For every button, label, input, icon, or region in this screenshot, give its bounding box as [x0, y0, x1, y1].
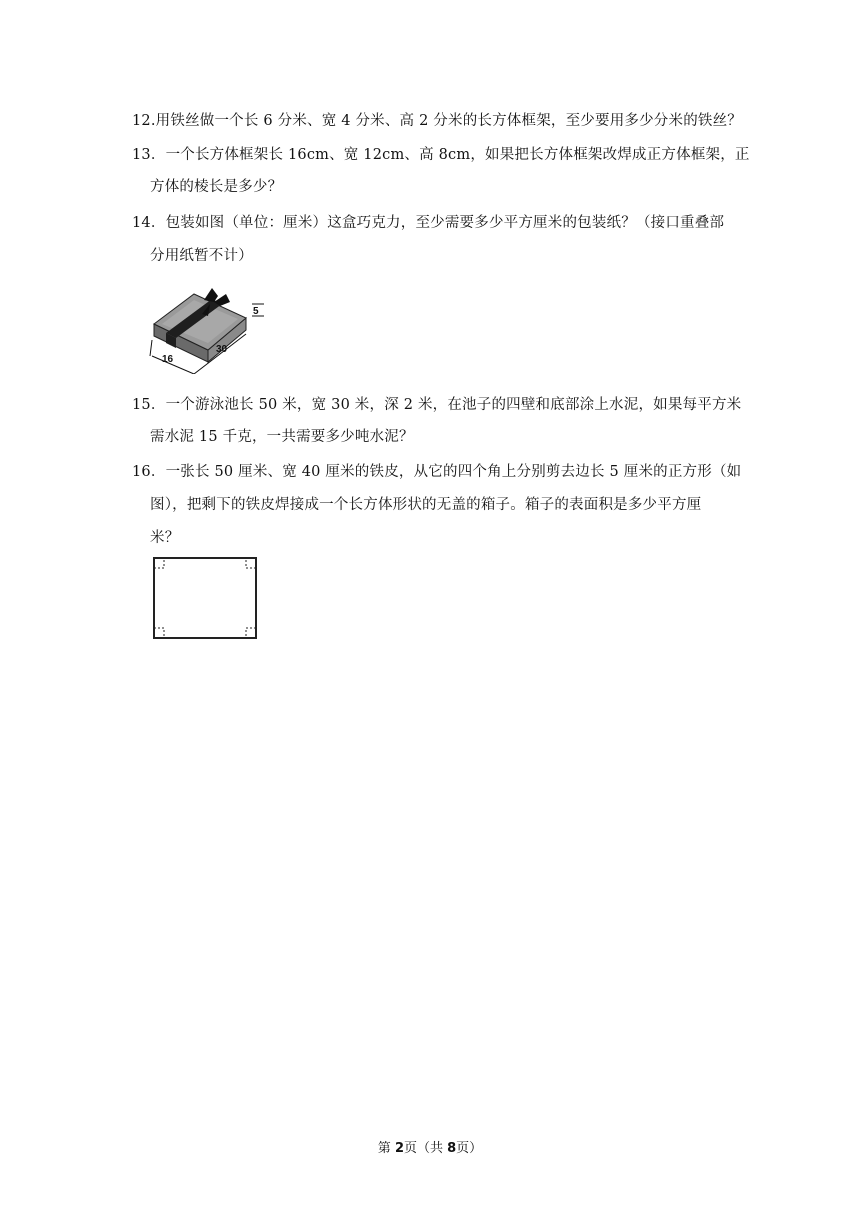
- question-15-line-1: [132, 395, 741, 415]
- footer-page-number: 2: [394, 1141, 404, 1156]
- question-16-text-2: 图），把剩下的铁皮焊接成一个长方体形状的无盖的箱子。箱子的表面积是多少平方厘: [150, 497, 702, 513]
- question-12-text: 用铁丝做一个长 6 分米、宽 4 分米、高 2 分米的长方体框架，至少要用多少分米的铁丝？: [155, 113, 742, 129]
- question-13-text-2: 方体的棱长是多少？: [150, 179, 283, 195]
- figure-height-label: 5: [253, 306, 259, 317]
- footer-suffix: 页）: [456, 1141, 483, 1156]
- question-16-text-3: 米？: [150, 530, 180, 546]
- question-13-text-1: 一个长方体框架长 16cm、宽 12cm、高 8cm，如果把长方体框架改焊成正方体框架，正: [165, 147, 750, 163]
- question-16-text-1: 一张长 50 厘米、宽 40 厘米的铁皮，从它的四个角上分别剪去边长 5 厘米的正方形（如: [165, 464, 742, 480]
- question-15-line-2: [150, 427, 414, 447]
- figure-width-label: 16: [162, 354, 174, 365]
- corner-square-bottom-left: [154, 628, 164, 638]
- figure-length-label: 30: [216, 344, 228, 355]
- question-13-line-1: [132, 145, 750, 165]
- footer-middle: 页（共: [403, 1141, 448, 1156]
- footer-total-pages: 8: [447, 1141, 457, 1156]
- question-16-number: 16．: [132, 464, 166, 480]
- question-14-number: 14．: [132, 215, 166, 231]
- footer-prefix: 第: [377, 1141, 395, 1156]
- question-13-line-2: [150, 177, 282, 197]
- question-12-line-1: [132, 111, 742, 131]
- question-16-line-3: [150, 528, 179, 548]
- corner-square-bottom-right: [246, 628, 256, 638]
- question-15-text-1: 一个游泳池长 50 米，宽 30 米，深 2 米，在池子的四壁和底部涂上水泥，如果每平方米: [165, 397, 742, 413]
- question-14-text-1: 包装如图（单位：厘米）这盒巧克力，至少需要多少平方厘米的包装纸？（接口重叠部: [165, 215, 725, 231]
- page-footer: [0, 1137, 860, 1156]
- question-14-line-1: [132, 213, 724, 233]
- question-16-line-2: [150, 495, 701, 515]
- corner-square-top-right: [246, 558, 256, 568]
- question-12-number: 12.: [132, 113, 156, 129]
- question-14-text-2: 分用纸暂不计）: [150, 248, 253, 264]
- question-15-number: 15．: [132, 397, 166, 413]
- chocolate-box-figure: [142, 282, 272, 374]
- corner-square-top-left: [154, 558, 164, 568]
- sheet-outline: [154, 558, 256, 638]
- metal-sheet-figure: [151, 555, 261, 643]
- question-14-line-2: [150, 246, 253, 266]
- question-13-number: 13．: [132, 147, 166, 163]
- question-15-text-2: 需水泥 15 千克，一共需要多少吨水泥？: [150, 429, 414, 445]
- question-16-line-1: [132, 462, 741, 482]
